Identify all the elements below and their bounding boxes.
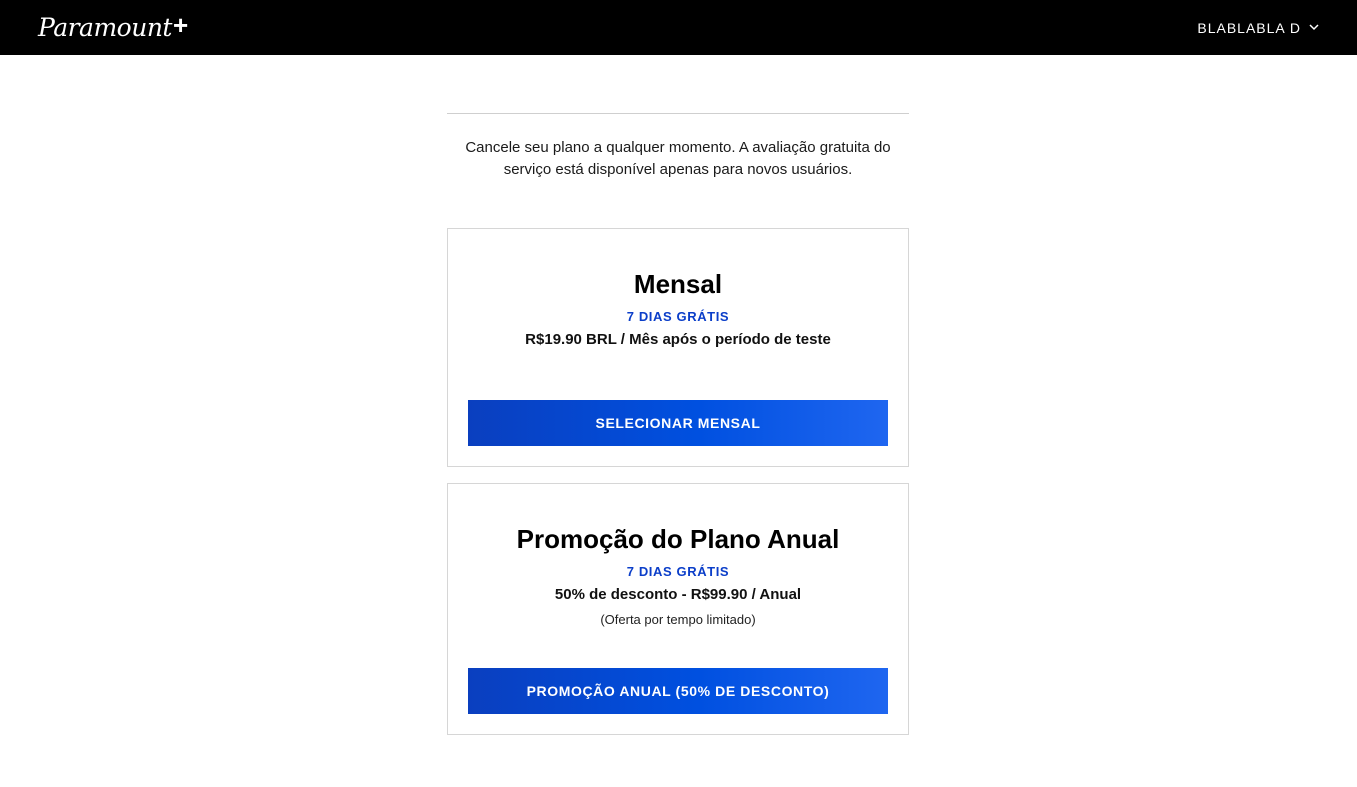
plan-card-annual [447, 483, 909, 735]
plan-title: Mensal [633, 269, 723, 299]
plan-offer-note: (Oferta por tempo limitado) [600, 612, 756, 627]
plan-trial-badge: 7 DIAS GRÁTIS [626, 564, 730, 579]
plan-intro-text: Cancele seu plano a qualquer momento. A avaliação gratuita do serviço está disponível apenas para novos usuários. [465, 139, 891, 178]
chevron-down-icon [1309, 24, 1319, 31]
plan-price: 50% de desconto - R$99.90 / Anual [554, 586, 802, 603]
plan-price: R$19.90 BRL / Mês após o período de teste [525, 331, 831, 348]
plan-card-monthly [447, 228, 909, 467]
logo-wordmark: Paramount [38, 12, 172, 42]
logo-plus: + [172, 9, 188, 40]
select-monthly-button[interactable]: SELECIONAR MENSAL [468, 400, 888, 446]
select-annual-promo-button[interactable]: PROMOÇÃO ANUAL (50% DE DESCONTO) [468, 668, 888, 714]
plan-title: Promoção do Plano Anual [516, 524, 840, 554]
plan-trial-badge: 7 DIAS GRÁTIS [626, 309, 730, 324]
top-navigation-bar [0, 0, 1357, 55]
user-account-menu[interactable] [1197, 0, 1319, 55]
paramount-plus-logo[interactable] [38, 9, 188, 45]
user-name: BLABLABLA D [1197, 19, 1301, 36]
section-divider [447, 113, 909, 114]
